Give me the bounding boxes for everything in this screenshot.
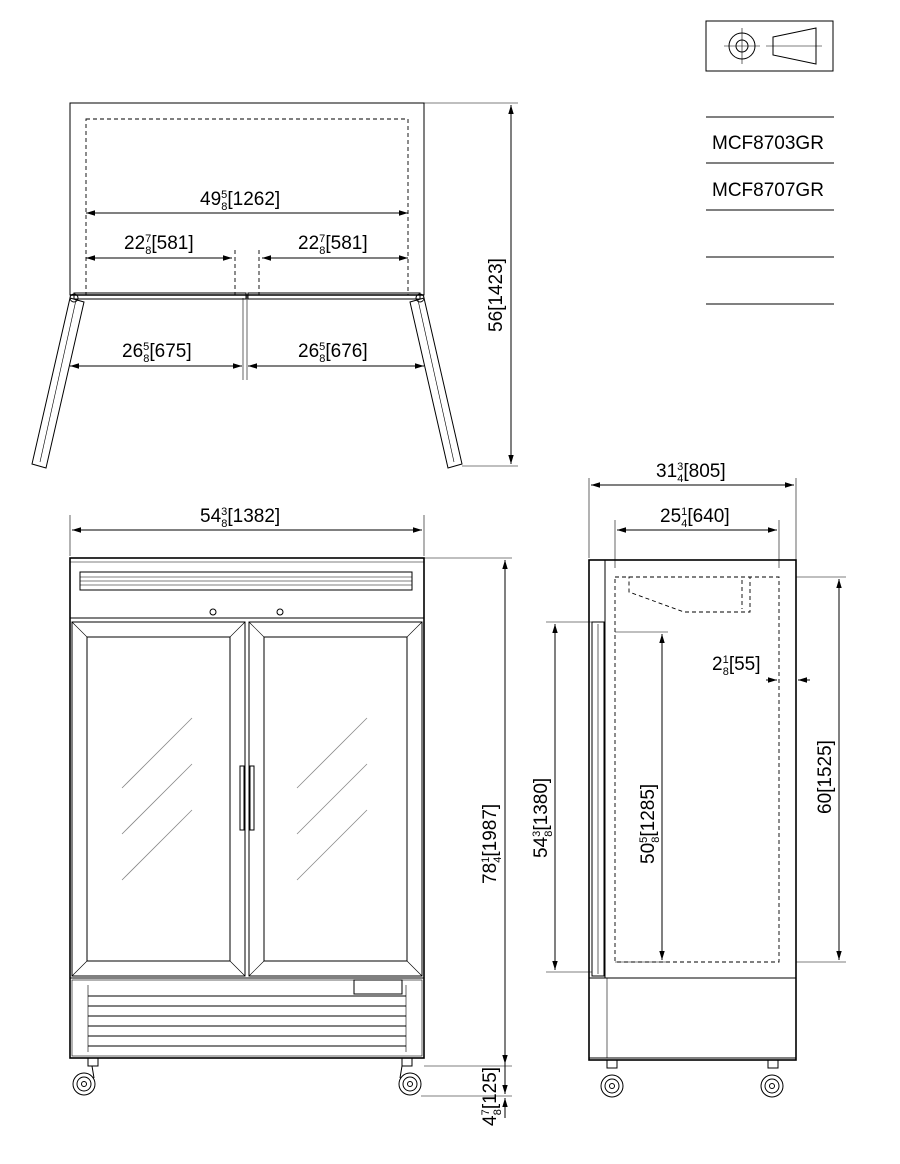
caster-side-rear-icon [761,1060,783,1097]
overall-width-dim: $49^5$ 8[1262] [200,189,281,213]
left-door-width-dim: $26^5$ 8[675] [122,341,192,365]
inner-depth-dim: $25^1$ 4[640] [660,506,730,530]
front-height-dim: $78^14[1987]$ [480,803,504,884]
third-angle-projection-icon [706,21,833,71]
caster-side-front-icon [601,1060,623,1097]
right-door-width-dim: $26^5$ 8[676] [298,341,368,365]
front-view [70,515,512,1118]
caster-left-icon [73,1058,98,1095]
model-name-1: MCF8703GR [712,133,824,154]
front-width-dim: $54^3$ 8[1382] [200,506,281,530]
model-list [706,117,834,304]
inner-height-dim: $50^58[1285]$ [638,783,662,864]
top-view [32,103,518,468]
side-depth-dim: $31^3$ 4[805] [656,461,726,485]
offset-dim: $2^1$ 8[55] [712,654,761,678]
door-height-dim: $54^38[1380]$ [531,777,555,858]
open-depth-dim: 56[1423] [486,258,507,332]
cabinet-height-dim: 60[1525] [815,740,836,814]
right-inner-width-dim: $22^7$ 8[581] [298,233,368,257]
model-name-2: MCF8707GR [712,180,824,201]
caster-height-dim: $4^78[125]$ [480,1066,504,1126]
control-panel [354,980,402,994]
left-inner-width-dim: $22^7$ 8[581] [124,233,194,257]
caster-right-icon [399,1058,421,1095]
side-view [546,478,846,1097]
